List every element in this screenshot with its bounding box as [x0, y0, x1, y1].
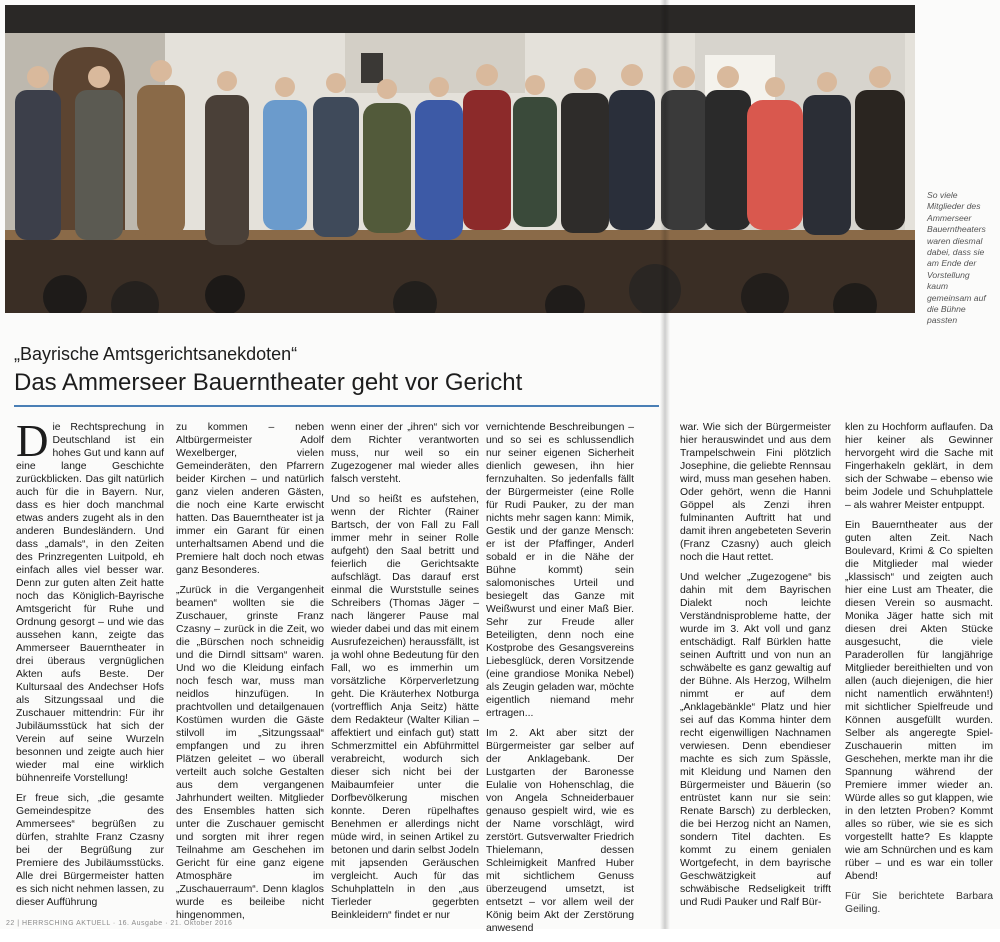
paragraph: [16, 416, 164, 785]
paragraph: Er freue sich, „die gesamte Gemeindespitze des Ammersees“ begrüßen zu dürfen, strahlte Franz Czasny bei der Begrüßung zur Premiere des Jubiläumsstücks. Alle drei Bürgermeister hatten es sich nicht nehmen lassen, zu dieser Aufführung: [16, 793, 164, 908]
paragraph: Und welcher „Zugezogene“ bis dahin mit dem Bayrischen Dialekt noch leichte Verständnisprobleme hatte, der wurde im 3. Akt voll und ganz entschädigt. Ralf Bürklen hatte seinen Auftritt und von nun an schwäbelte es ganz gewaltig auf der Bühne. Als Herzog, Wilhelm nimmt er auf dem „Anklagebänkle“ Platz und hier sei auf das Komma hinter dem recht eigenwilligen Nachnamen verwiesen. Denn ebendieser machte es sich zum Spässle, mit Kleidung und Namen den Bürgermeister und Bäuerin (so entrüstet kann nur sie sein: Renate Barsch) zu derblecken, die bei Herzog nicht an Namen, sondern Titel dachten. Es kommt zu einem genialen Wortgefecht, in dem bayrische Geschwätzigkeit auf schwäbische Redseligkeit trifft und Rudi Pauker und Ralf Bür-: [680, 572, 831, 908]
paragraph: wenn einer der „ihren“ sich vor dem Richter verantworten muss, nur weil so ein Zugezogener mal wieder alles falsch versteht.: [331, 422, 479, 485]
author-credit: Für Sie berichtete Barbara Geiling.: [845, 891, 993, 915]
ensemble-photo: [5, 5, 915, 313]
text-column-5: [680, 421, 831, 916]
headline-rule: [14, 405, 659, 407]
drop-cap: D: [16, 416, 49, 466]
text-column-4: [486, 421, 634, 942]
article-kicker: „Bayrische Amtsgerichtsanekdoten“: [14, 344, 298, 364]
paragraph: klen zu Hochform auflaufen. Da hier keiner als Gewinner hervorgeht wird die Sache mit Fingerhakeln geklärt, in dem sich der Schwabe – ebenso wie beim Jodele und Schuhplattele – als wahrer Meister entpuppt.: [845, 422, 993, 511]
paragraph: Und so heißt es aufstehen, wenn der Richter (Rainer Bartsch, der von Fall zu Fall immer mehr in seiner Rolle aufgeht) den Saal betritt und feierlich die Gerichtsakte aufschlägt. Das darauf erst einmal die Wurststulle seines Schreibers (Thomas Jäger – nach längerer Pause mal wieder dabei und das mit einem Ausrufezeichen) heraussfällt, ist ja wohl ohne Bedeutung für den Fall, wo es immerhin um vorsätzliche Körperverletzung geht. Die Kräuterhex Notburga (vortrefflich Anja Seitz) hätte dem Redakteur (Walter Kilian – affektiert und einfach gut) statt Schmerzmittel ein Abführmittel verabreicht, wodurch sich dieser sich nicht bei der Maibaumfeier unter die Dorfbevölkerung mischen konnte. Deren rüpelhaftes Benehmen er allerdings nicht müde wird, in seinen Artikel zu betonen und darin selbst Jodeln mit japsenden Geräuschen vergleicht. Auch für das Schuhplatteln in den „aus Tierleder gegerbten Beinkleidern“ findet er nur: [331, 494, 479, 921]
text-column-1: [16, 416, 164, 916]
page-gutter: [660, 0, 670, 929]
paragraph-text: ie Rechtsprechung in Deutschland ist ein hohes Gut und kann auf eine lange Geschichte zurückblicken. Das gilt natürlich auch für die in Bayern. Nur, dass es hier doch manchmal etwas anders zugeht als in den anderen Bundesländern. Und dass „damals“, in den Zeiten des Prinzregenten Luitpold, eh einfach alles viel besser war. Denn zur guten alten Zeit hatte noch das Königlich-Bayrische Amtsgericht für Ruhe und Ordnung gesorgt – und wie das aussehen kann, zeigte das Ammerseer Bauerntheater in drei überaus vergnüglichen Akten aufs Beste. Der Kultursaal des Andechser Hofs als Sitzungssaal und die Zuschauer mittendrin: Für ihr Jubiläumsstück hat sich der Verein auf seine Wurzeln besonnen und zeigte auch hier wieder mal eine wirklich bühnenreife Vorstellung!: [16, 422, 164, 784]
paragraph: vernichtende Beschreibungen – und so sei es schlussendlich nur seiner eigenen Sicherheit dienlich gewesen, ihn hier fernzuhalten. So jedenfalls fällt der Bürgermeister (eine Rolle für Rudi Pauker, zu der man nichts mehr sagen kann: Mimik, Gestik und der ganze Mensch: er ist der Pfaffinger, Anderl sobald er in die Nähe der Bühne kommt) sein salomonisches Urteil und besiegelt das Ganze mit Weißwurst und einer Maß Bier. Sehr zur Freude aller Beteiligten, denn noch eine Kostprobe des Gesangsvereins Liebesglück, deren Vorsitzende (eine grandiose Monika Nebel) als Zeugin geladen war, möchte eigentlich niemand mehr ertragen...: [486, 422, 634, 719]
article-headline: Das Ammerseer Bauerntheater geht vor Gericht: [14, 369, 523, 396]
paragraph: zu kommen – neben Altbürgermeister Adolf Wexelberger, vielen Gemeinderäten, den Pfarrern beider Kirchen – und natürlich ganz vielen anderen Gästen, die noch eine Karte erwischt hatten. Das Bauerntheater ist ja immer ein Garant für einen unterhaltsamen Abend und die Premiere halt doch noch etwas ganz Besonderes.: [176, 422, 324, 576]
paragraph: Ein Bauerntheater aus der guten alten Zeit. Nach Boulevard, Krimi & Co spielten die Mitglieder mal wieder „klassisch“ und zeigten auch hier eine Lust am Theater, die diesen Verein so ausmacht. Monika Jäger hatte sich mit diesen drei Akten Stücke ausgesucht, die viele Paraderollen für langjährige Mitglieder bereithielten und von allen (auch diejenigen, die hier nicht namentlich erwähnten!) mit sichtlicher Spielfreude und Können ausgefüllt wurden. Selber als angeregte Spiel-Zuschauerin mitten im Geschehen, merkte man ihr die Spannung während der Premiere immer wieder an. Würde alles so gut klappen, wie in den letzten Proben? Kommt alles so rüber, wie sie es sich vorgestellt hatte? Es klappte wie am Schnürchen und es kam rüber – und es war ein toller Abend!: [845, 520, 993, 882]
paragraph: „Zurück in die Vergangenheit beamen“ wollten sie die Zuschauer, grinste Franz Czasny – zurück in die Zeit, wo die „Bürschen noch schneidig und die Dirndl sittsam“ waren. Und wo die Kleidung einfach noch fesch war, muss man neidlos hinzufügen. In prachtvollen und detailgenauen Kostümen wurden die Gäste stilvoll im „Sitzungssaal“ empfangen und zu ihren Plätzen geleitet – wo überall verteilt auch solche Gestalten aus dem vergangenen Jahrhundert weilten. Mitglieder des Ensembles hatten sich unter die Zuschauer gemischt und sorgten mit ihrer regen Teilnahme am Geschehen im Gericht für eine ganz eigene Atmosphäre im „Zuschauerraum“. Denn klaglos wurde es beileibe nicht hingenommen,: [176, 585, 324, 921]
text-column-2: [176, 421, 324, 929]
paragraph: war. Wie sich der Bürgermeister hier herauswindet und aus dem Trampelschwein Fini plötzlich Josephine, die geliebte Rennsau wird, muss man gesehen haben. Oder gehört, wenn die Hanni Göppel als Zenzi ihren fulminanten Auftritt hat und damit ihren angebeteten Severin (Franz Czasny) auch gleich noch die Haut rettet.: [680, 422, 831, 563]
text-column-6: [845, 421, 993, 923]
photo-caption: So viele Mitglieder des Ammerseer Bauerntheaters waren diesmal dabei, dass sie am Ende der Vorstellung kaum gemeinsam auf die Bühne passten: [927, 190, 986, 326]
page-footer: 22 | HERRSCHING AKTUELL · 16. Ausgabe · 21. Oktober 2016: [6, 920, 233, 927]
text-column-3: [331, 421, 479, 929]
paragraph: Im 2. Akt aber sitzt der Bürgermeister gar selber auf der Anklagebank. Der Lustgarten der Baronesse Eulalie von Hohenschlag, die von Angela Schneiderbauer genauso gespielt wird, wie es der Name vorschlägt, wird zerstört. Gutsverwalter Friedrich Thielemann, dessen Schleimigkeit Manfred Huber mit sichtlichem Genuss überzeugend umsetzt, ist entsetzt – vor allem weil der König beim Akt der Zerstörung anwesend: [486, 728, 634, 934]
